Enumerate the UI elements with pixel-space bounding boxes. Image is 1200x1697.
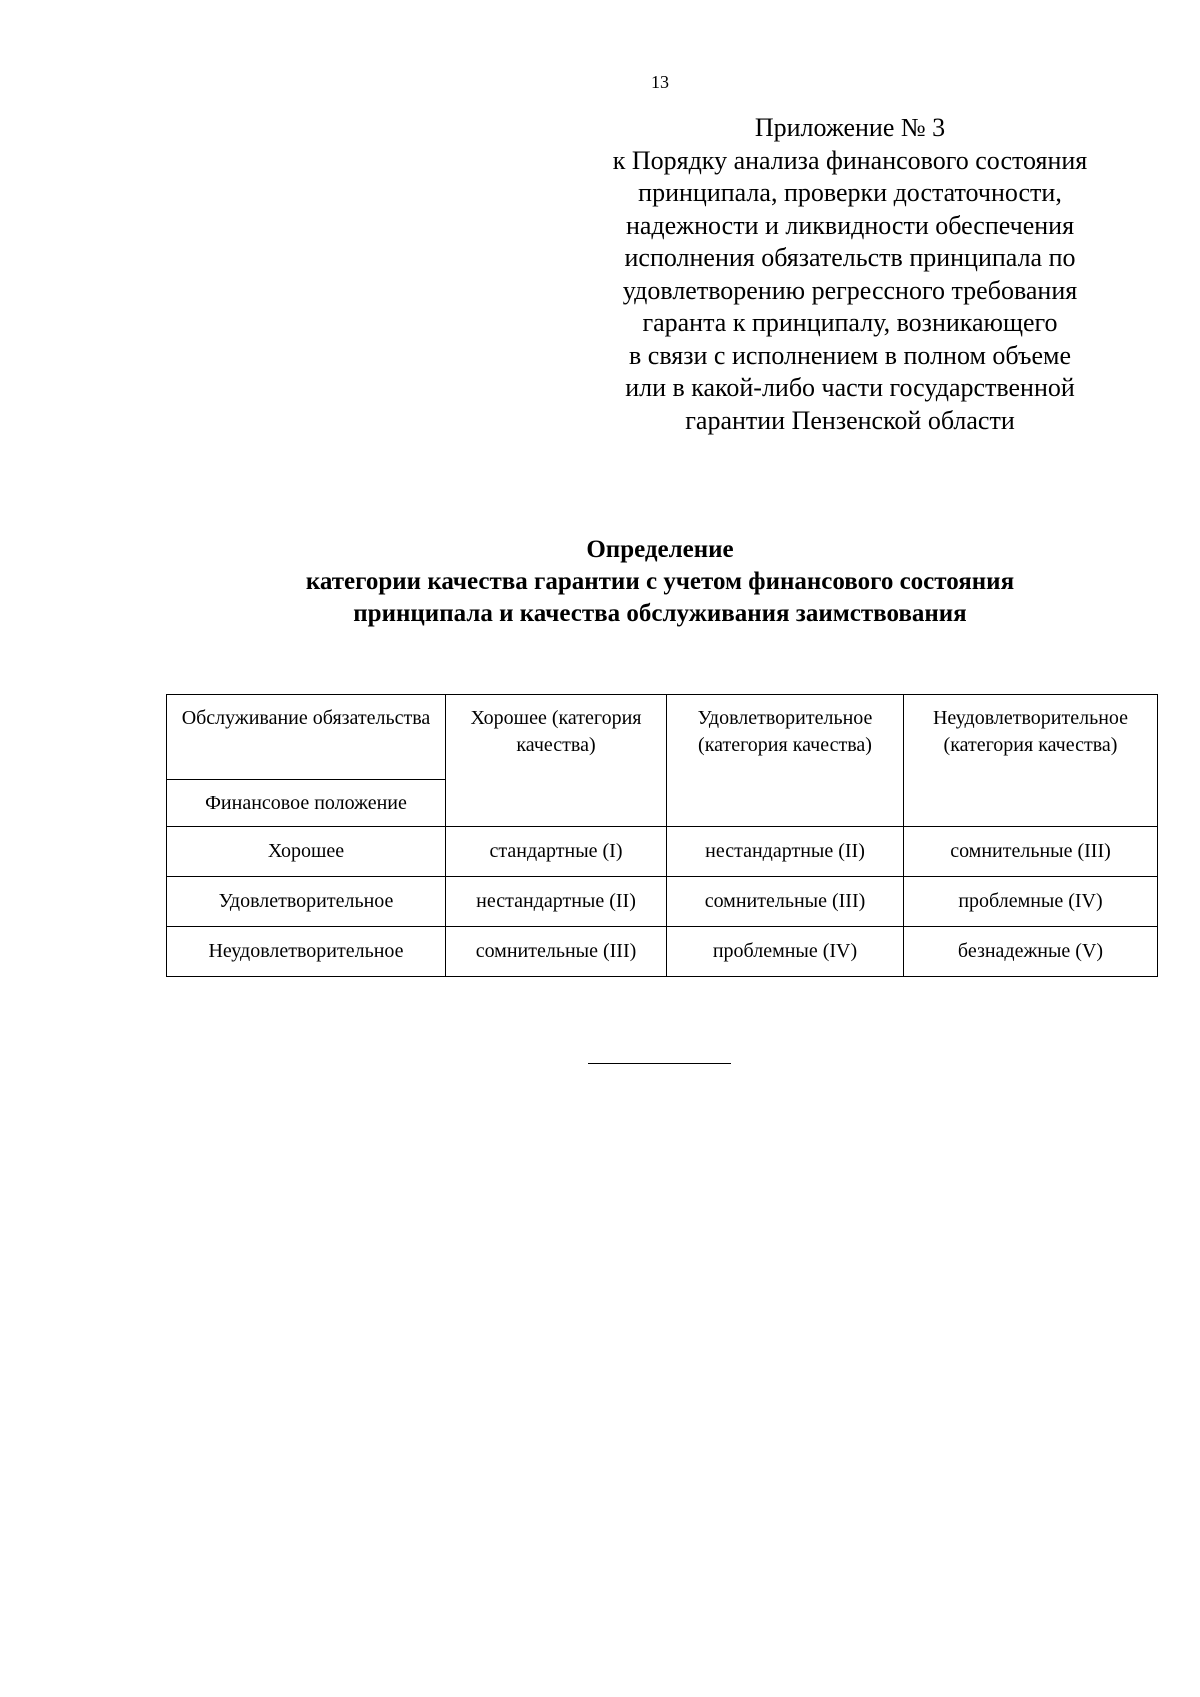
table-cell: сомнительные (III) [667,877,904,927]
corner-header-servicing: Обслуживание обязательства [167,695,446,780]
end-of-document-rule [588,1063,731,1064]
row-label: Хорошее [167,827,446,877]
table-row [167,877,1158,927]
appendix-line: в связи с исполнением в полном объеме [629,340,1071,370]
table-header-row [167,695,1158,780]
page-number: 13 [651,72,669,92]
title-line: Определение [586,536,734,563]
appendix-line: принципала, проверки достаточности, [638,178,1062,207]
appendix-line: или в какой-либо части государственной [625,373,1075,402]
table-cell: проблемные (IV) [667,927,904,977]
table-cell: безнадежные (V) [904,927,1158,977]
table-row [167,827,1158,877]
row-label: Удовлетворительное [167,877,446,927]
appendix-line: к Порядку анализа финансового состояния [612,145,1088,175]
column-header-satisfactory: Удовлетворительное (категория качества) [667,695,904,827]
table-cell: сомнительные (III) [904,827,1158,877]
appendix-line: удовлетворению регрессного требования [622,275,1078,305]
table-cell: сомнительные (III) [446,927,667,977]
table-cell: проблемные (IV) [904,877,1158,927]
appendix-header [560,112,1140,437]
appendix-line: Приложение № 3 [754,113,946,142]
table-row [167,927,1158,977]
column-header-unsatisfactory: Неудовлетворительное (категория качества) [904,695,1158,827]
title-line: принципала и качества обслуживания заимствования [353,600,967,627]
appendix-line: исполнения обязательств принципала по [624,243,1076,272]
table-cell: нестандартные (II) [667,827,904,877]
table-cell: нестандартные (II) [446,877,667,927]
appendix-line: гаранта к принципалу, возникающего [642,308,1058,337]
row-label: Неудовлетворительное [167,927,446,977]
title-line: категории качества гарантии с учетом финансового состояния [305,568,1015,595]
quality-category-table [166,694,1158,977]
table-cell: стандартные (I) [446,827,667,877]
document-title [0,534,1200,630]
corner-header-financial-position: Финансовое положение [167,780,446,827]
column-header-good: Хорошее (категория качества) [446,695,667,827]
appendix-line: гарантии Пензенской области [685,405,1015,435]
appendix-line: надежности и ликвидности обеспечения [625,210,1075,240]
